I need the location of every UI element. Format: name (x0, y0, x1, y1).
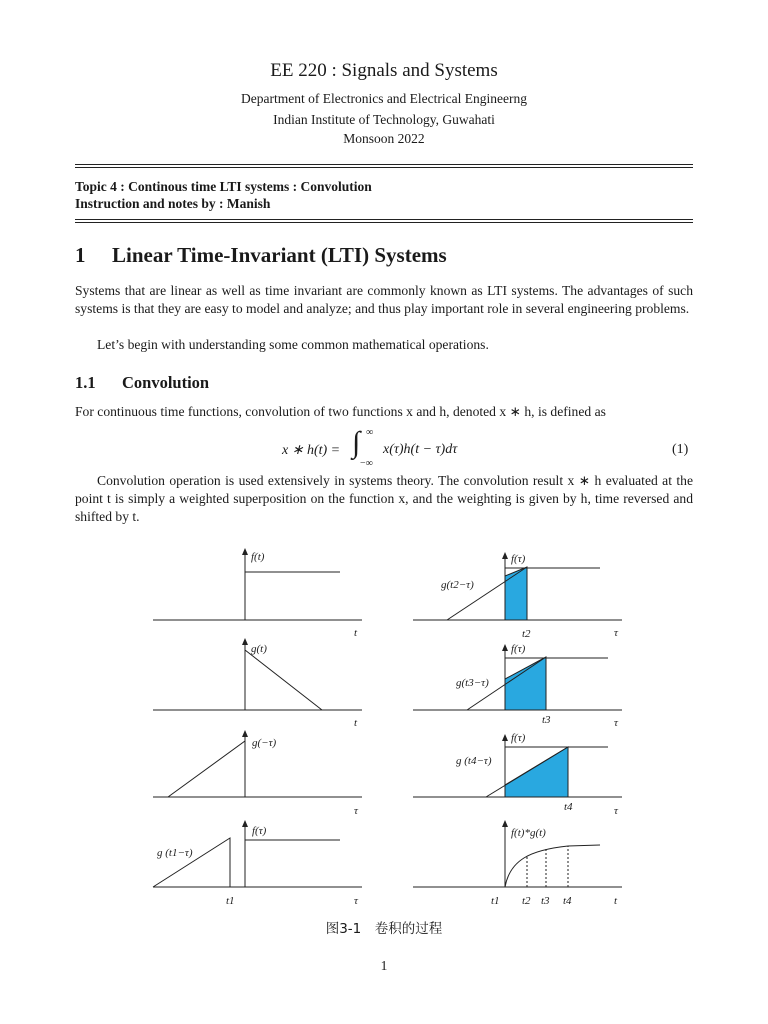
label-g-t1: g (t1−τ) (157, 847, 193, 859)
label-f-tau: f(τ) (511, 732, 526, 744)
panel-t4 (413, 732, 622, 817)
top-rule (75, 164, 693, 165)
equation-lhs: x ∗ h(t) = (282, 443, 341, 458)
label-g-neg-tau: g(−τ) (252, 737, 277, 749)
label-g-t2: g(t2−τ) (441, 579, 474, 591)
convolution-figure (0, 540, 768, 910)
axis-label-tau: τ (354, 895, 358, 907)
panel-g-t (153, 638, 362, 729)
tick-t2: t2 (522, 895, 531, 907)
integral-sign: ∫ (352, 426, 361, 459)
section-number: 1 (75, 243, 86, 267)
bottom-rule (75, 219, 693, 220)
tick-t3: t3 (542, 714, 551, 726)
convolution-equation (0, 426, 768, 470)
subsection-paragraph-2: Convolution operation is used extensively in systems theory. The convolution result x ∗ h evaluated at the point t is simply a weighted superposition on the function x, and the weighting is given by h, time reversed and shifted by t. (75, 473, 693, 524)
axis-label-tau: τ (354, 805, 358, 817)
label-f-tau: f(τ) (511, 553, 526, 565)
panel-convolution-result (413, 820, 622, 907)
bottom-rule-2 (75, 222, 693, 223)
tick-t4: t4 (563, 895, 572, 907)
topic-line: Topic 4 : Continous time LTI systems : Convolution (75, 179, 372, 194)
integral-upper-limit: ∞ (366, 427, 374, 438)
panel-f-t (153, 548, 362, 639)
equation-integrand: x(τ)h(t − τ)dτ (383, 442, 458, 457)
label-g-t4: g (t4−τ) (456, 755, 492, 767)
tick-t1: t1 (226, 895, 235, 907)
section-heading (75, 243, 447, 268)
term: Monsoon 2022 (343, 131, 425, 146)
axis-label-tau: τ (614, 805, 618, 817)
tick-t2: t2 (522, 628, 531, 640)
figure-caption: 图3-1 卷积的过程 (325, 921, 443, 937)
label-g-t: g(t) (251, 643, 267, 655)
axis-label-t: t (614, 895, 618, 907)
subsection-heading (75, 373, 209, 393)
panel-g-t1 (153, 820, 362, 907)
section-title: Linear Time-Invariant (LTI) Systems (112, 243, 447, 267)
institute: Indian Institute of Technology, Guwahati (273, 112, 495, 127)
subsection-paragraph-1: For continuous time functions, convolution of two functions x and h, denoted x ∗ h, is defined as (75, 404, 606, 419)
label-f-tau: f(τ) (511, 643, 526, 655)
tick-t4: t4 (564, 801, 573, 813)
tick-t1: t1 (491, 895, 500, 907)
axis-label-tau: τ (614, 627, 618, 639)
equation-number: (1) (672, 442, 689, 457)
course-title: EE 220 : Signals and Systems (270, 60, 498, 81)
label-f-t: f(t) (251, 551, 265, 563)
axis-label-t: t (354, 717, 358, 729)
top-rule-2 (75, 167, 693, 168)
tick-t3: t3 (541, 895, 550, 907)
axis-label-t: t (354, 627, 358, 639)
section-paragraph-1: Systems that are linear as well as time invariant are commonly known as LTI systems. The advantages of such systems is that they are easy to model and analyze; and thus play important role in several engineering problems. (75, 283, 693, 316)
label-g-t3: g(t3−τ) (456, 677, 489, 689)
axis-label-tau: τ (614, 717, 618, 729)
label-conv: f(t)*g(t) (511, 827, 546, 839)
section-paragraph-2: Let’s begin with understanding some common mathematical operations. (97, 337, 489, 352)
panel-t2 (413, 552, 622, 640)
subsection-title: Convolution (122, 373, 210, 392)
subsection-number: 1.1 (75, 373, 96, 392)
page-number: 1 (380, 958, 388, 973)
label-f-tau: f(τ) (252, 825, 267, 837)
integral-lower-limit: −∞ (360, 458, 373, 469)
panel-g-neg-tau (153, 730, 362, 817)
author-line: Instruction and notes by : Manish (75, 196, 271, 211)
panel-t3 (413, 643, 622, 729)
department: Department of Electronics and Electrical Engineerng (241, 91, 527, 106)
